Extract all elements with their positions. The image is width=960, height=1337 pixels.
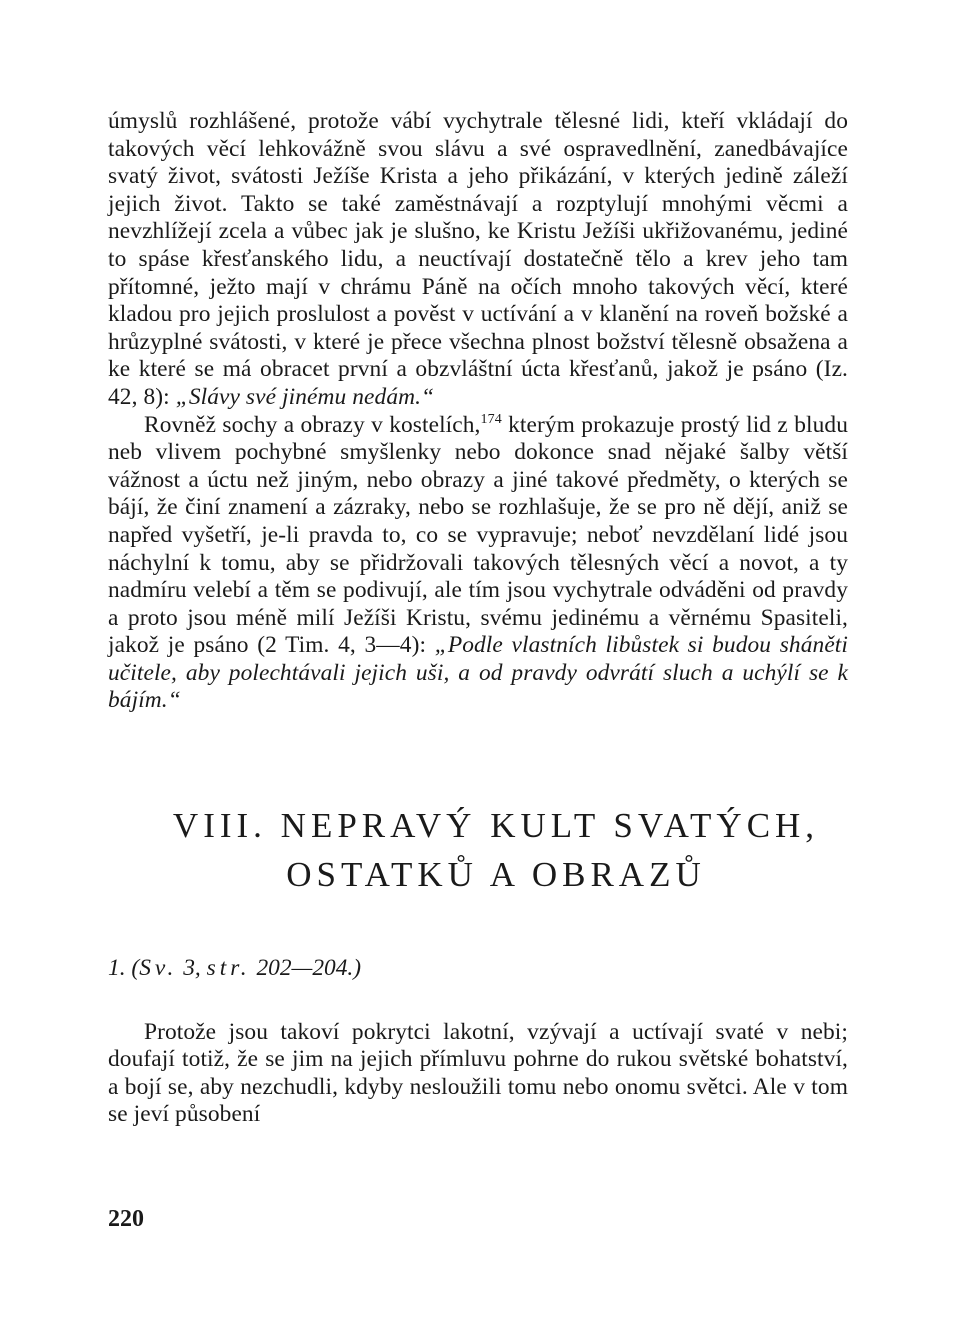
section-ref-page-range: 202—204.) bbox=[250, 955, 362, 982]
paragraph-continued bbox=[108, 108, 848, 412]
paragraph-text: úmyslů rozhlášené, protože vábí vychytrale tělesné lidi, kteří vkládají do takových věcí lehkovážně svou slávu a své ospravedlnění, zanedbávajíce svatý život, svátosti Ježíše Krista a jeho přikázání, v kterých jedině záleží jejich život. Takto se také zaměstnávají a rozptylují mnohými věcmi a nevzhlížejí zcela a vůbec jak je slušno, ke Kristu Ježíši ukřižovanému, jediné to spáse křesťanského lidu, a neuctívají dostatečně tělo a krev jeho tam přítomné, ježto mají v chrámu Páně na očích mnoho takových věcí, které kladou pro jejich proslulost a pověst v uctívání a v klanění na roveň božské a hrůzyplné svátosti, v které je přece všechna plnost božství tělesně obsažena a ke které se má obracet první a obzvláštní úcta křesťanů, jakož je psáno (Iz. 42, 8): bbox=[108, 108, 848, 410]
section-reference bbox=[108, 955, 848, 983]
section-ref-prefix: 1. ( bbox=[108, 955, 140, 982]
section-ref-volume: Sv. bbox=[139, 955, 178, 982]
section-ref-page-label: str. bbox=[206, 955, 251, 982]
scripture-quote: „Podle vlastních libůstek si budou sháněti učitele, aby polechtávali jejich uši, a od pravdy odvrátí sluch a uchýlí se k bájím.“ bbox=[108, 632, 848, 714]
footnote-marker: 174 bbox=[480, 411, 502, 427]
chapter-heading-line: VIII. NEPRAVÝ KULT SVATÝCH, bbox=[172, 806, 820, 846]
paragraph-text: Protože jsou takoví pokrytci lakotní, vzývají a uctívají svaté v nebi; doufají totiž, že se jim na jejich přímluvu pohrne do rukou světské bohatství, a bojí se, aby nezchudli, kdyby nesloužili tomu nebo onomu světci. Ale v tom se jeví působení bbox=[108, 1018, 848, 1128]
page-body bbox=[108, 108, 848, 1129]
paragraph-text: kterým prokazuje prostý lid z bludu neb vlivem pochybné smyšlenky nebo dokonce snad nějaké šalby větší vážnost a úctu než jiným, nebo obrazy a jiné takové předměty, o kterých se bájí, že činí znamení a zázraky, nebo se rozhlašuje, že se pro ně dějí, aniž se napřed vyšetří, je-li pravda to, co se vypravuje; neboť nevzdělaní lidé jsou náchylní k tomu, aby se přidržovali takových tělesných věcí a novot, a ty nadmíru velebí a těm se podivují, ale tím jsou vychytrale odváděni od pravdy a proto jsou méně milí Ježíši Kristu, svému jedinému a věrnému Spasiteli, jakož je psáno (2 Tim. 4, 3—4): bbox=[108, 411, 848, 659]
paragraph-text: Rovněž sochy a obrazy v kostelích, bbox=[144, 411, 481, 438]
page-number: 220 bbox=[108, 1206, 144, 1232]
paragraph-statues bbox=[108, 412, 848, 716]
paragraph-saints bbox=[108, 1019, 848, 1129]
chapter-heading bbox=[108, 801, 848, 899]
section-ref-volume-number: 3, bbox=[177, 955, 207, 982]
scripture-quote: „Slávy své jinému nedám.“ bbox=[175, 383, 435, 410]
chapter-heading-line: OSTATKŮ A OBRAZŮ bbox=[286, 855, 706, 895]
